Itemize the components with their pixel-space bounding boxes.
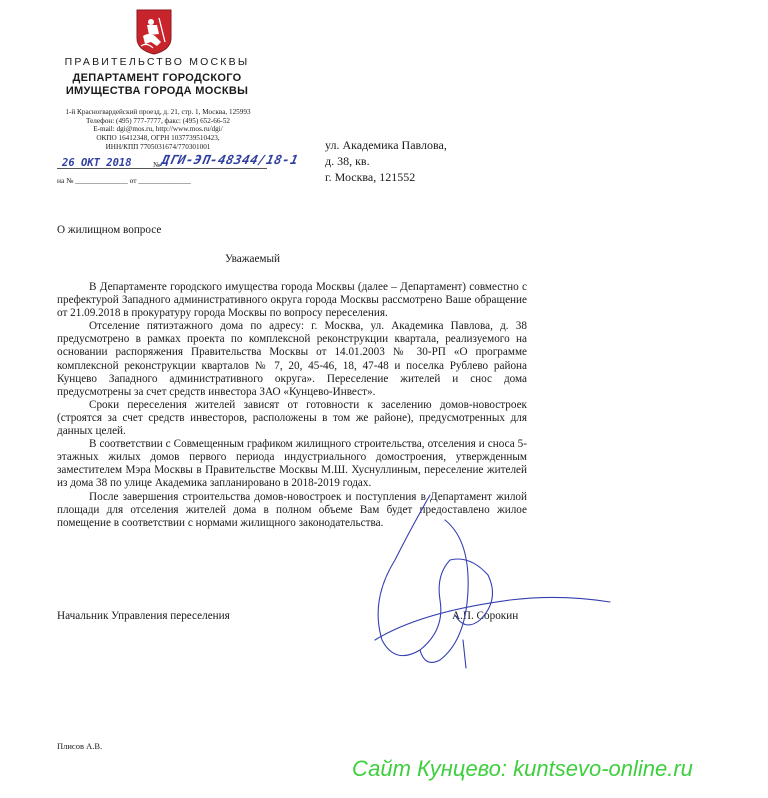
executor-name: Плисов А.В. — [57, 741, 103, 751]
reference-line: на № ______________ от ______________ — [57, 176, 191, 185]
department-line-1: ДЕПАРТАМЕНТ ГОРОДСКОГО — [72, 72, 242, 84]
contact-email: E-mail: dgi@mos.ru, http://www.mos.ru/dgi/ — [93, 125, 223, 134]
paragraph-4: В соответствии с Совмещенным графиком жилищного строительства, отселения и сноса 5-этажных жилых домов первого периода индустриального домостроения, утвержденным заместителем Мэра Москвы в Правительстве Москвы М.Ш. Хуснуллиным, переселение жителей из дома 38 по улице Академика запланировано в 2018-2019 годах. — [57, 438, 527, 490]
paragraph-3: Сроки переселения жителей зависят от готовности к заселению домов-новостроек (строятся за счет средств инвесторов, расположены в том же районе), предусмотренных для данных целей. — [57, 398, 527, 438]
registration-number-label: № — [153, 160, 161, 169]
paragraph-2: Отселение пятиэтажного дома по адресу: г. Москва, ул. Академика Павлова, д. 38 предусмотрено в рамках проекта по комплексной реконструкции квартала, реализуемого на основании распоряжения Правительства Москвы от 14.01.2003 № 30-РП «О программе комплексной реконструкции кварталов № 7, 20, 45-46, 18, 47-48 и поселка Рублево района Кунцево Западного административного округа». Переселение жителей и снос дома предусмотрены за счет средств инвестора ЗАО «Кунцево-Инвест». — [57, 320, 527, 398]
signatory-title: Начальник Управления переселения — [57, 610, 230, 622]
letter-subject: О жилищном вопросе — [57, 224, 162, 236]
address-house: д. 38, кв. — [325, 154, 370, 168]
site-watermark: Сайт Кунцево: kuntsevo-online.ru — [352, 756, 693, 781]
department-line-2: ИМУЩЕСТВА ГОРОДА МОСКВЫ — [65, 85, 249, 97]
registration-date-stamp: 26 ОКТ 2018 — [62, 157, 132, 169]
paragraph-1: В Департаменте городского имущества города Москвы (далее – Департамент) совместно с префектурой Западного административного округа города Москвы рассмотрено Ваше обращение от 21.09.2018 в прокуратуру города Москвы по вопросу переселения. — [57, 281, 527, 320]
government-title: ПРАВИТЕЛЬСТВО МОСКВЫ — [64, 56, 250, 68]
registration-number: ДГИ-ЭП-48344/18-1 — [160, 152, 301, 167]
letter-greeting: Уважаемый — [225, 253, 281, 265]
contact-phone: Телефон: (495) 777-7777, факс: (495) 652-66-52 — [85, 116, 231, 125]
contact-inn: ИНН/КПП 7705031674/770301001 — [105, 142, 211, 151]
address-street: ул. Академика Павлова, — [325, 138, 447, 152]
contact-address: 1-й Красногвардейский проезд, д. 21, стр. 1, Москва, 125993 — [65, 108, 251, 116]
contact-okpo: ОКПО 16412348, ОГРН 1037739510423, — [96, 134, 220, 143]
address-city: г. Москва, 121552 — [325, 170, 416, 184]
signatory-name: А.П. Сорокин — [452, 610, 519, 622]
paragraph-5: После завершения строительства домов-новостроек и поступления в Департамент жилой площади для отселения жителей дома в полном объеме Вам будет предоставлено жилое помещение в соответствии с нормами жилищного законодательства. — [57, 490, 527, 529]
